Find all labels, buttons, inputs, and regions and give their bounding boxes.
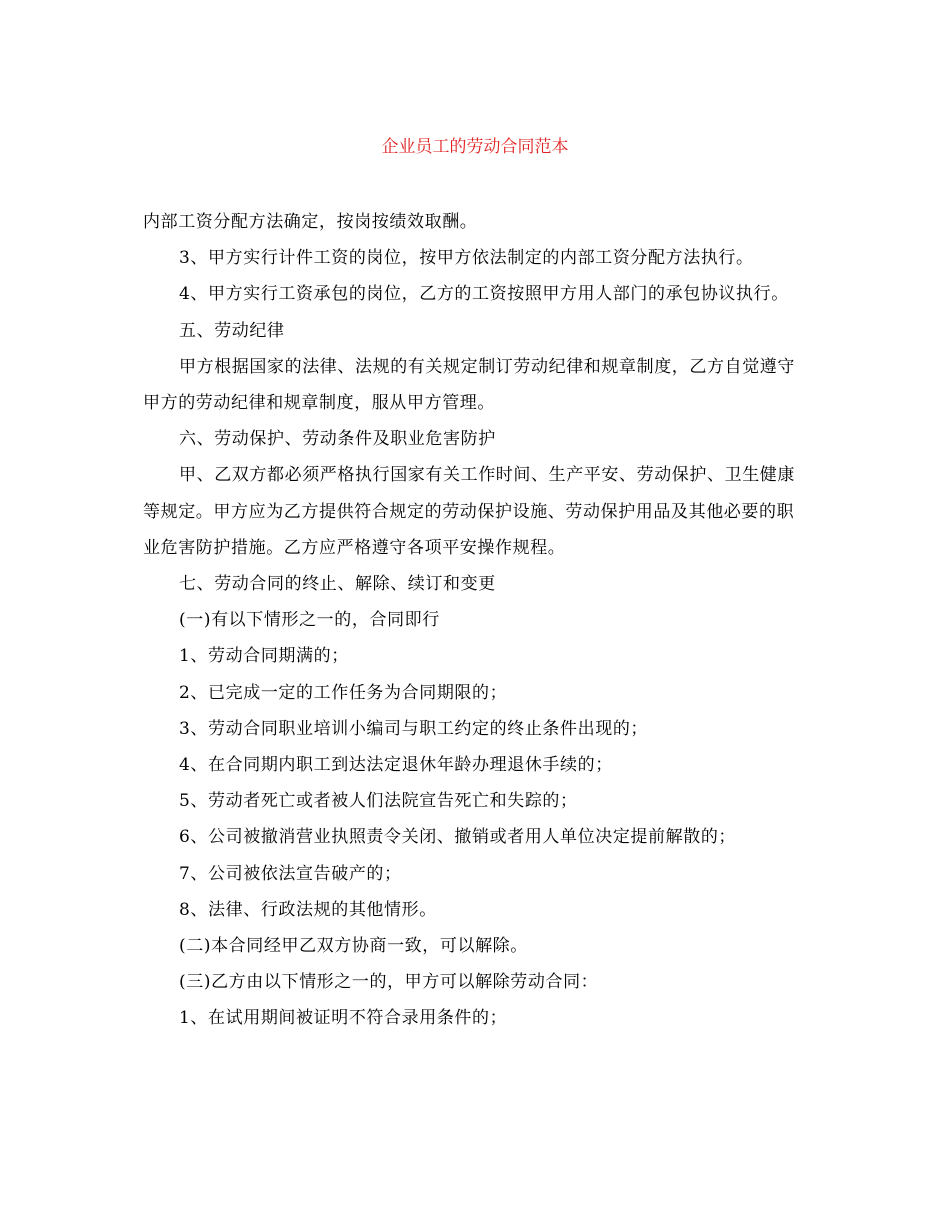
list-item: 4、在合同期内职工到达法定退休年龄办理退休手续的； <box>179 755 613 776</box>
section-heading: 五、劳动纪律 <box>179 320 285 341</box>
list-item: 1、劳动合同期满的； <box>179 646 349 667</box>
list-item: (二)本合同经甲乙双方协商一致，可以解除。 <box>179 936 528 957</box>
list-item: (一)有以下情形之一的，合同即行 <box>179 610 440 631</box>
paragraph: 甲、乙双方都必须严格执行国家有关工作时间、生产平安、劳动保护、卫生健康等规定。甲方应为乙方提供符合规定的劳动保护设施、劳动保护用品及其他必要的职业危害防护措施。乙方应严格遵守各项平安操作规程。 <box>143 465 795 558</box>
list-item: 5、劳动者死亡或者被人们法院宣告死亡和失踪的； <box>179 791 578 812</box>
document-body <box>143 204 808 1037</box>
list-item: 2、已完成一定的工作任务为合同期限的； <box>179 682 508 703</box>
paragraph: 甲方根据国家的法律、法规的有关规定制订劳动纪律和规章制度，乙方自觉遵守甲方的劳动纪律和规章制度，服从甲方管理。 <box>143 356 795 414</box>
list-item: 1、在试用期间被证明不符合录用条件的； <box>179 1008 508 1029</box>
section-heading: 七、劳动合同的终止、解除、续订和变更 <box>179 574 496 595</box>
paragraph: 4、甲方实行工资承包的岗位，乙方的工资按照甲方用人部门的承包协议执行。 <box>179 284 789 305</box>
section-heading: 六、劳动保护、劳动条件及职业危害防护 <box>179 429 496 450</box>
list-item: 8、法律、行政法规的其他情形。 <box>179 899 437 920</box>
list-item: 3、劳动合同职业培训小编司与职工约定的终止条件出现的； <box>179 718 649 739</box>
paragraph: 3、甲方实行计件工资的岗位，按甲方依法制定的内部工资分配方法执行。 <box>179 248 754 269</box>
list-item: 6、公司被撤消营业执照责令关闭、撤销或者用人单位决定提前解散的； <box>179 827 737 848</box>
document-title: 企业员工的劳动合同范本 <box>381 137 569 157</box>
list-item: 7、公司被依法宣告破产的； <box>179 863 402 884</box>
list-item: (三)乙方由以下情形之一的，甲方可以解除劳动合同： <box>179 972 599 993</box>
paragraph: 内部工资分配方法确定，按岗按绩效取酬。 <box>143 212 478 232</box>
